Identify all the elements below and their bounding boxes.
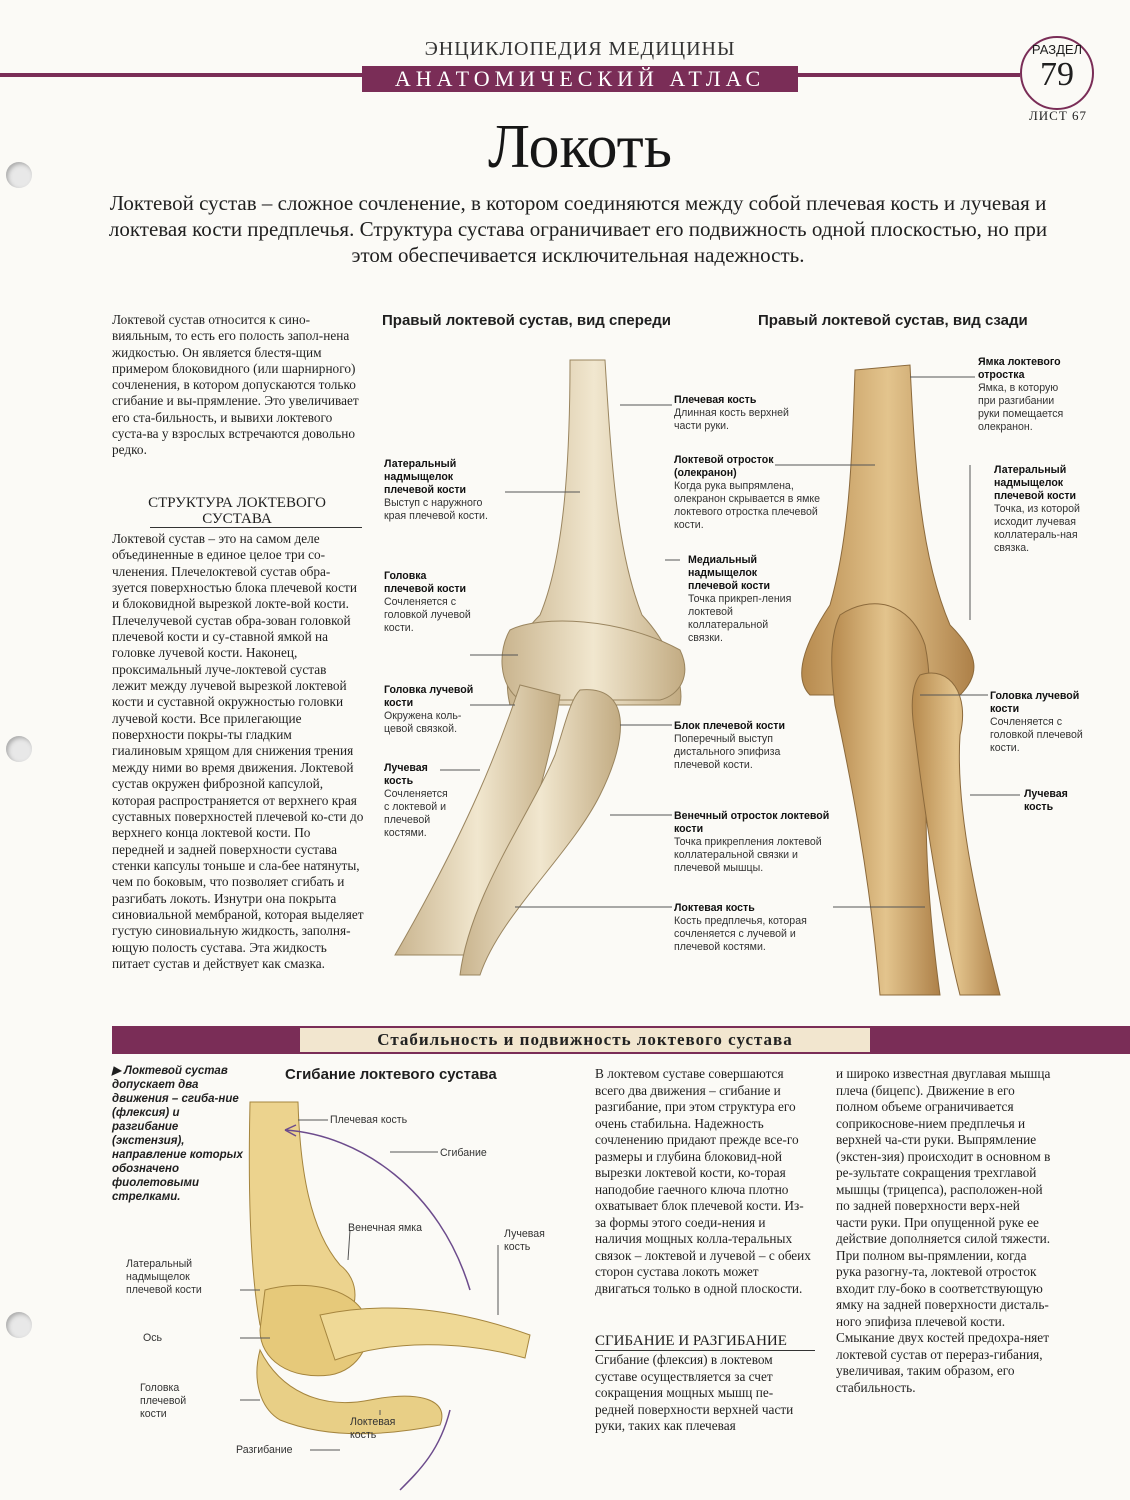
flex-label-lateral-epicondyle: Латеральный надмыщелок плечевой кости [126, 1258, 202, 1296]
label-coronoid-process: Венечный отросток локтевой кости Точка прикрепления локтевой коллатеральной связки и плечевой мышцы. [674, 810, 830, 874]
flex-label-extension: Разгибание [236, 1444, 293, 1456]
flex-label-flexion: Сгибание [440, 1147, 487, 1159]
encyclopedia-title: ЭНЦИКЛОПЕДИЯ МЕДИЦИНЫ [424, 38, 736, 60]
flex-label-ulna: Локтевая кость [350, 1416, 396, 1441]
atlas-title: АНАТОМИЧЕСКИЙ АТЛАС [362, 66, 798, 92]
flexion-heading: СГИБАНИЕ И РАЗГИБАНИЕ [595, 1333, 815, 1351]
label-ulna: Локтевая кость Кость предплечья, которая сочленяется с лучевой и плечевой костями. [674, 902, 807, 953]
section-number: 79 [1040, 56, 1074, 93]
structure-heading: СТРУКТУРА ЛОКТЕВОГО СУСТАВА [148, 495, 326, 527]
flex-label-coronoid-fossa: Венечная ямка [348, 1222, 423, 1234]
back-view-title: Правый локтевой сустав, вид сзади [758, 312, 1028, 329]
heading-rule [150, 527, 362, 528]
col1-paragraph: Локтевой сустав относится к сино-вияльным, то есть его полость запол-нена жидкостью. Он является блестя-щим примером блоковидного (или шарнирного) сочленения, в котором допускаются только сгибание и вы-прямление. Это увеличивает его ста-бильность, и вывихи локтевого суста-ва у взрослых встречаются довольно редко. [112, 312, 359, 458]
label-radial-head-front: Головка лучевой кости Окружена коль-цевой связкой. [384, 684, 474, 735]
sheet-number: ЛИСТ 67 [1028, 108, 1088, 123]
front-view-title: Правый локтевой сустав, вид спереди [382, 312, 671, 329]
section-label: РАЗДЕЛ [1031, 42, 1083, 57]
label-radius-back: Лучевая кость [1024, 788, 1068, 813]
flex-label-radius: Лучевая кость [504, 1228, 545, 1253]
col3-paragraph: В локтевом суставе совершаются всего два движения – сгибание и разгибание, при этом структура его очень стабильна. Надежность сочленению придают прежде все-го размеры и глубина блоковид-ной вырезки локтевой кости, ко-торая наподобие гаечного ключа плотно охватывает блок плечевой кости. Из-за формы этого соеди-нения и наличия мощных колла-теральных связок – локтевой и лучевой – с обеих сторон сустава локоть может двигаться только в одной плоскости. [595, 1066, 811, 1296]
label-radial-head-back: Головка лучевой кости Сочленяется с головкой плечевой кости. [990, 690, 1083, 754]
flex-radius [320, 1308, 530, 1360]
punch-hole-bottom [6, 1312, 32, 1338]
label-capitulum-front: Головка плечевой кости Сочленяется с головкой лучевой кости. [384, 570, 471, 634]
col4-paragraph: и широко известная двуглавая мышца плеча (бицепс). Движение в его полном объеме ограничивается соприкоснове-нием предплечья и верхней ча-сти руки. Выпрямление (экстен-зия) происходит в основном в ре-зультате сокращения трехглавой мышцы (трицепса), расположен-ной по задней поверхности верх-ней части руки. При опущенной руке ее действие дополняется силой тяжести. При полном вы-прямлении, когда рука разогну-та, локтевой отросток входит глу-боко в соответствующую ямку на задней поверхности дисталь-ного эпифиза плечевой кости. Смыкание двух костей предохра-няет локтевой сустав от перераз-гибания, увеличивая, таким образом, его стабильность. [836, 1066, 1051, 1395]
col1-structure-text: Локтевой сустав – это на самом деле объединенные в единое целое три со-членения. Плечелоктевой сустав обра-зуется поверхностью блока плечевой кости и блоковидной вырезкой локте-вой кости. Плечелучевой сустав обра-зован головкой плечевой кости и су-ставной ямкой на головке лучевой кости. Наконец, проксимальный луче-локтевой сустав лежит между лучевой вырезкой локтевой кости и суставной окружностью головки лучевой кости. Все прилегающие поверхности покры-ты гладким гиалиновым хрящом для снижения трения между ними во время движения. Локтевой сустав окружен фиброзной капсулой, которая распространяется от верхнего края суставных поверхностей плечевой ко-сти до верхнего конца локтевой кости. По передней и задней поверхности сустава стенки капсулы тоньше и сла-бее натянуты, чем по боковым, что позволяет сгибать и разгибать локоть. Изнутри она покрыта синовиальной мембраной, которая выделяет густую синовиальную жидкость, заполня-ющую полость сустава. Эта жидкость питает сустав и действует как смазка. [112, 531, 364, 971]
label-lateral-epicondyle-back: Латеральный надмыщелок плечевой кости Точка, из которой исходит лучевая коллатераль-ная связка. [994, 464, 1080, 554]
col3-flexion-text: Сгибание (флексия) в локтевом суставе осуществляется за счет сокращения мощных мышц пе-редней поверхности верхней части руки, таких как плечевая [595, 1352, 794, 1433]
label-medial-epicondyle: Медиальный надмыщелок плечевой кости Точка прикреп-ления локтевой коллатеральной связки. [688, 554, 792, 644]
flex-label-axis: Ось [143, 1332, 163, 1344]
intro-text: Локтевой сустав – сложное сочленение, в котором соединяются между собой плечевая кость и лучевая и локтевая кости предплечья. Структура сустава ограничивает его подвижность одной плоскостью, но при этом обеспечивается исключительная надежность. [108, 191, 1048, 267]
stability-heading: Стабильность и подвижность локтевого сустава [300, 1028, 870, 1052]
label-olecranon: Локтевой отросток (олекранон) Когда рука выпрямлена, олекранон скрывается в ямке локтевого отростка плечевой кости. [674, 454, 821, 531]
label-olecranon-fossa: Ямка локтевого отростка Ямка, в которую при разгибании руки помещается олекранон. [978, 356, 1064, 433]
flex-label-humerus: Плечевая кость [330, 1114, 408, 1126]
label-radius-front: Лучевая кость Сочленяется с локтевой и плечевой костями. [384, 762, 448, 839]
label-trochlea: Блок плечевой кости Поперечный выступ дистального эпифиза плечевой кости. [674, 720, 785, 771]
movement-note: ▶ Локтевой сустав допускает два движения – сгиба-ние (флексия) и разгибание (экстензия), направление которых обозначено фиолетовыми стрелками. [112, 1065, 243, 1203]
label-lateral-epicondyle-front: Латеральный надмыщелок плечевой кости Выступ с наружного края плечевой кости. [384, 458, 488, 522]
flex-label-capitulum: Головка плечевой кости [140, 1382, 187, 1420]
label-humerus: Плечевая кость Длинная кость верхней части руки. [674, 394, 789, 432]
punch-hole-middle [6, 736, 32, 762]
page-title: Локоть [487, 113, 673, 181]
flexion-figure-title: Сгибание локтевого сустава [285, 1066, 497, 1083]
